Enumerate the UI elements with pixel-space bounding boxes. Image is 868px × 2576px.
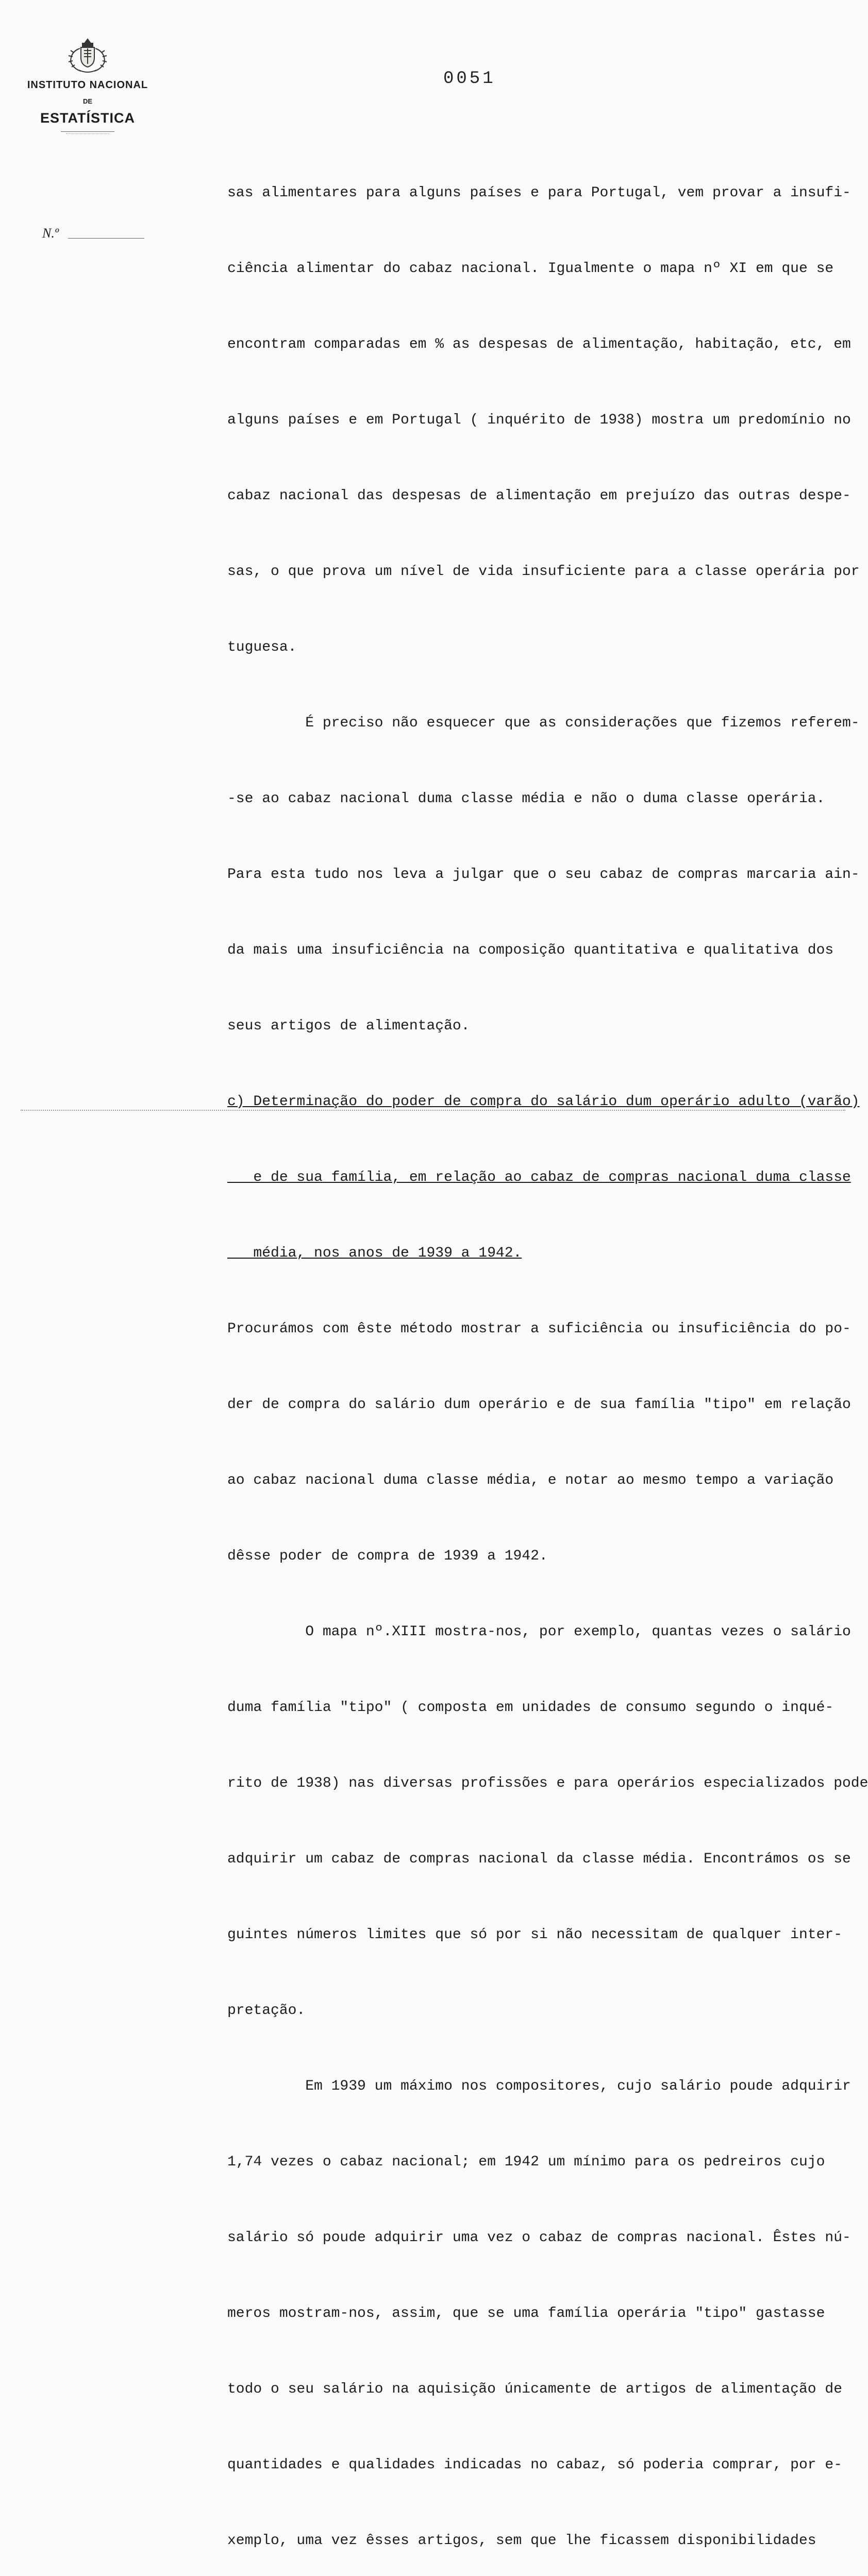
page-bottom-edge	[21, 1110, 845, 1111]
institute-name-connector: DE	[82, 97, 93, 105]
text-line: ciência alimentar do cabaz nacional. Igualmente o mapa nº XI em que se	[227, 261, 834, 277]
text-line: sas alimentares para alguns países e para Portugal, vem provar a insufi-	[227, 185, 851, 201]
section-heading-line: e de sua família, em relação ao cabaz de compras nacional duma classe	[227, 1170, 851, 1185]
text-line: tuguesa.	[227, 639, 297, 655]
section-heading-line: média, nos anos de 1939 a 1942.	[227, 1245, 522, 1261]
text-line: adquirir um cabaz de compras nacional da classe média. Encontrámos os se	[227, 1851, 851, 1867]
text-line: quantidades e qualidades indicadas no cabaz, só poderia comprar, por e-	[227, 2457, 842, 2473]
typewritten-body	[227, 130, 868, 2576]
institute-name: INSTITUTO NACIONAL	[27, 79, 148, 91]
text-line: alguns países e em Portugal ( inquérito de 1938) mostra um predomínio no	[227, 412, 851, 428]
text-line: O mapa nº.XIII mostra-nos, por exemplo, quantas vezes o salário	[227, 1624, 851, 1640]
letterhead-rule-dotted	[66, 133, 109, 134]
text-line: xemplo, uma vez êsses artigos, sem que lhe ficassem disponibilidades	[227, 2533, 816, 2549]
letterhead-rule	[61, 131, 114, 132]
text-line: rito de 1938) nas diversas profissões e para operários especializados pode	[227, 1775, 868, 1791]
text-line: der de compra do salário dum operário e de sua família "tipo" em relação	[227, 1397, 851, 1413]
text-line: 1,74 vezes o cabaz nacional; em 1942 um mínimo para os pedreiros cujo	[227, 2154, 825, 2170]
text-line: Procurámos com êste método mostrar a suficiência ou insuficiência do po-	[227, 1321, 851, 1337]
reference-number-label: N.º	[42, 226, 59, 241]
text-line: pretação.	[227, 2003, 306, 2019]
text-line: dêsse poder de compra de 1939 a 1942.	[227, 1548, 548, 1564]
text-line: cabaz nacional das despesas de alimentação em prejuízo das outras despe-	[227, 488, 851, 504]
reference-number-blank	[68, 238, 144, 239]
text-line: duma família "tipo" ( composta em unidades de consumo segundo o inqué-	[227, 1700, 834, 1716]
text-line: ao cabaz nacional duma classe média, e notar ao mesmo tempo a variação	[227, 1472, 834, 1488]
text-line: guintes números limites que só por si não necessitam de qualquer inter-	[227, 1927, 842, 1943]
section-heading-line: c) Determinação do poder de compra do salário dum operário adulto (varão)	[227, 1094, 860, 1110]
page-number: 0051	[443, 69, 496, 89]
institute-name-estatistica: ESTATÍSTICA	[40, 110, 135, 126]
text-line: sas, o que prova um nível de vida insuficiente para a classe operária por	[227, 564, 860, 580]
text-line: todo o seu salário na aquisição únicamente de artigos de alimentação de	[227, 2381, 842, 2397]
text-line: salário só poude adquirir uma vez o cabaz de compras nacional. Êstes nú-	[227, 2230, 851, 2246]
coat-of-arms-icon	[65, 37, 110, 74]
text-line: encontram comparadas em % as despesas de alimentação, habitação, etc, em	[227, 336, 851, 352]
text-line: da mais uma insuficiência na composição quantitativa e qualitativa dos	[227, 942, 834, 958]
letterhead	[10, 37, 165, 134]
text-line: Para esta tudo nos leva a julgar que o seu cabaz de compras marcaria ain-	[227, 867, 860, 883]
text-line: Em 1939 um máximo nos compositores, cujo salário poude adquirir	[227, 2078, 851, 2094]
text-line: -se ao cabaz nacional duma classe média e não o duma classe operária.	[227, 791, 825, 807]
text-line: seus artigos de alimentação.	[227, 1018, 470, 1034]
text-line: meros mostram-nos, assim, que se uma família operária "tipo" gastasse	[227, 2306, 825, 2321]
text-line: É preciso não esquecer que as considerações que fizemos referem-	[227, 715, 860, 731]
